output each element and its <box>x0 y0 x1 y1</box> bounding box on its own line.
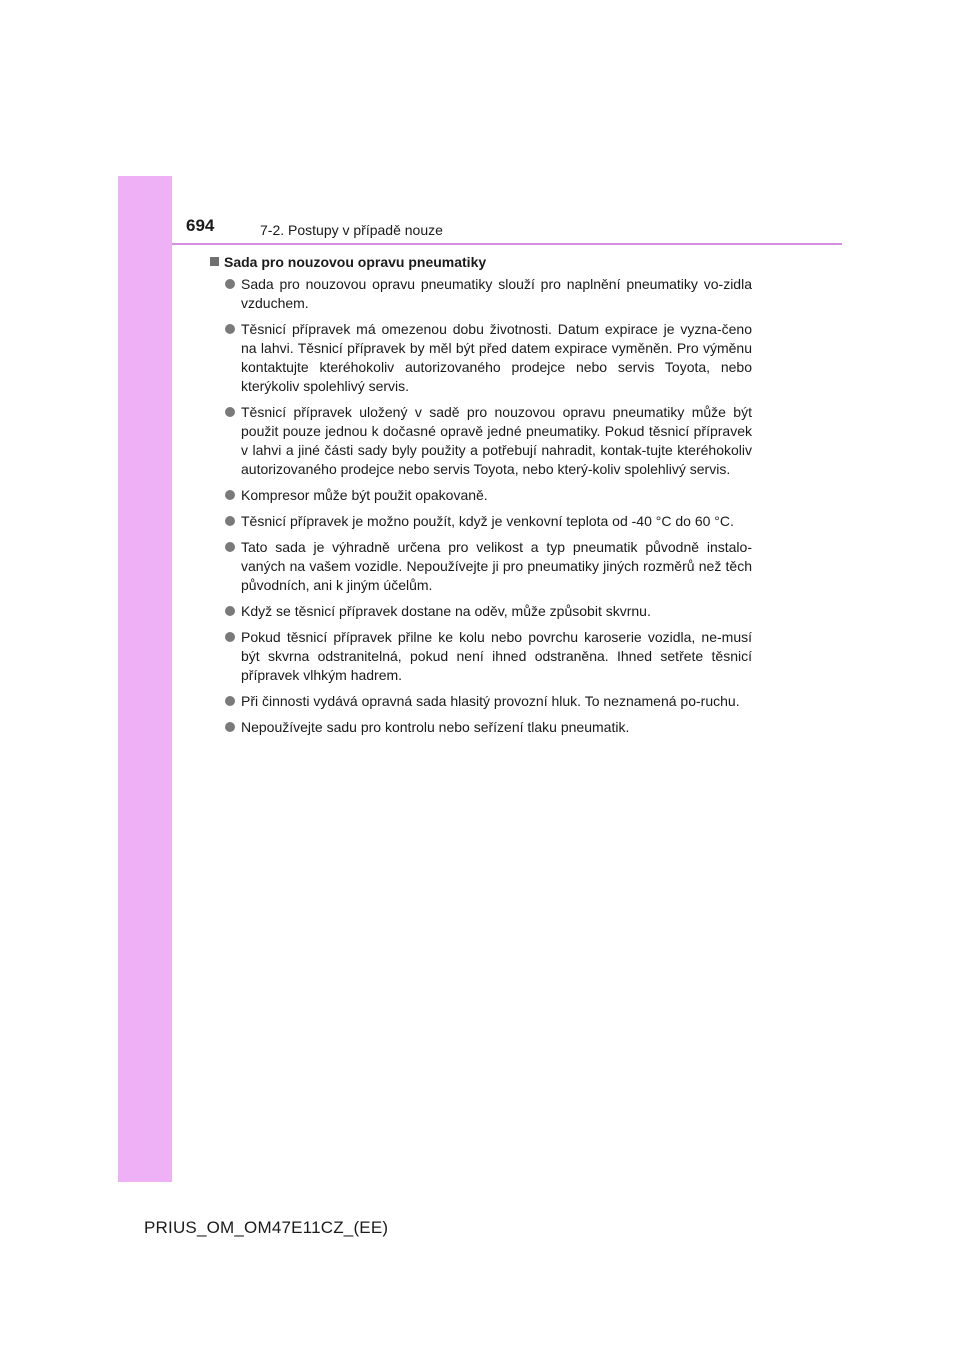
list-item <box>210 628 752 685</box>
circle-bullet-icon <box>225 407 235 417</box>
list-item-text: Pokud těsnicí přípravek přilne ke kolu nebo povrchu karoserie vozidla, ne-musí být skvrna odstranitelná, pokud není ihned odstraněna. Ihned setřete těsnicí přípravek vlhkým hadrem. <box>241 629 752 683</box>
circle-bullet-icon <box>225 324 235 334</box>
list-item-text: Když se těsnicí přípravek dostane na oděv, může způsobit skvrnu. <box>241 603 651 619</box>
list-item-text: Kompresor může být použit opakovaně. <box>241 487 488 503</box>
list-item-text: Těsnicí přípravek je možno použít, když je venkovní teplota od -40 °C do 60 °C. <box>241 513 734 529</box>
section-title: 7-2. Postupy v případě nouze <box>260 222 443 238</box>
header-divider <box>172 243 842 245</box>
circle-bullet-icon <box>225 490 235 500</box>
circle-bullet-icon <box>225 722 235 732</box>
page-number: 694 <box>186 216 215 235</box>
document-code: PRIUS_OM_OM47E11CZ_(EE) <box>144 1218 389 1237</box>
list-item <box>210 692 752 711</box>
subsection-heading <box>210 253 752 272</box>
list-item-text: Při činnosti vydává opravná sada hlasitý provozní hluk. To neznamená po-ruchu. <box>241 693 740 709</box>
circle-bullet-icon <box>225 606 235 616</box>
list-item <box>210 538 752 595</box>
chapter-sidebar-tab <box>118 176 172 1182</box>
circle-bullet-icon <box>225 632 235 642</box>
list-item <box>210 718 752 737</box>
square-bullet-icon <box>210 257 219 266</box>
subsection-heading-text: Sada pro nouzovou opravu pneumatiky <box>224 254 487 270</box>
list-item-text: Těsnicí přípravek má omezenou dobu životnosti. Datum expirace je vyzna-čeno na lahvi. Těsnicí přípravek by měl být před datem expirace vyměněn. Pro výměnu kontaktujte kteréhokoliv autorizovaného prodejce nebo servis Toyota, nebo kterýkoliv spolehlivý servis. <box>241 321 752 394</box>
main-content <box>210 253 752 744</box>
circle-bullet-icon <box>225 542 235 552</box>
circle-bullet-icon <box>225 516 235 526</box>
list-item <box>210 275 752 313</box>
list-item <box>210 512 752 531</box>
list-item <box>210 602 752 621</box>
list-item <box>210 486 752 505</box>
list-item <box>210 320 752 396</box>
list-item-text: Těsnicí přípravek uložený v sadě pro nouzovou opravu pneumatiky může být použit pouze jednou k dočasné opravě jedné pneumatiky. Pokud těsnicí přípravek v lahvi a jiné části sady byly použity a potřebují nahradit, kontak-tujte kteréhokoliv autorizovaného prodejce nebo servis Toyota, nebo který-koliv spolehlivý servis. <box>241 404 752 477</box>
list-item-text: Sada pro nouzovou opravu pneumatiky slouží pro naplnění pneumatiky vo-zidla vzduchem. <box>241 276 752 311</box>
circle-bullet-icon <box>225 696 235 706</box>
circle-bullet-icon <box>225 279 235 289</box>
list-item-text: Nepoužívejte sadu pro kontrolu nebo seřízení tlaku pneumatik. <box>241 719 630 735</box>
list-item <box>210 403 752 479</box>
list-item-text: Tato sada je výhradně určena pro velikost a typ pneumatik původně instalo-vaných na vašem vozidle. Nepoužívejte ji pro pneumatiky jiných rozměrů než těch původních, ani k jiným účelům. <box>241 539 752 593</box>
